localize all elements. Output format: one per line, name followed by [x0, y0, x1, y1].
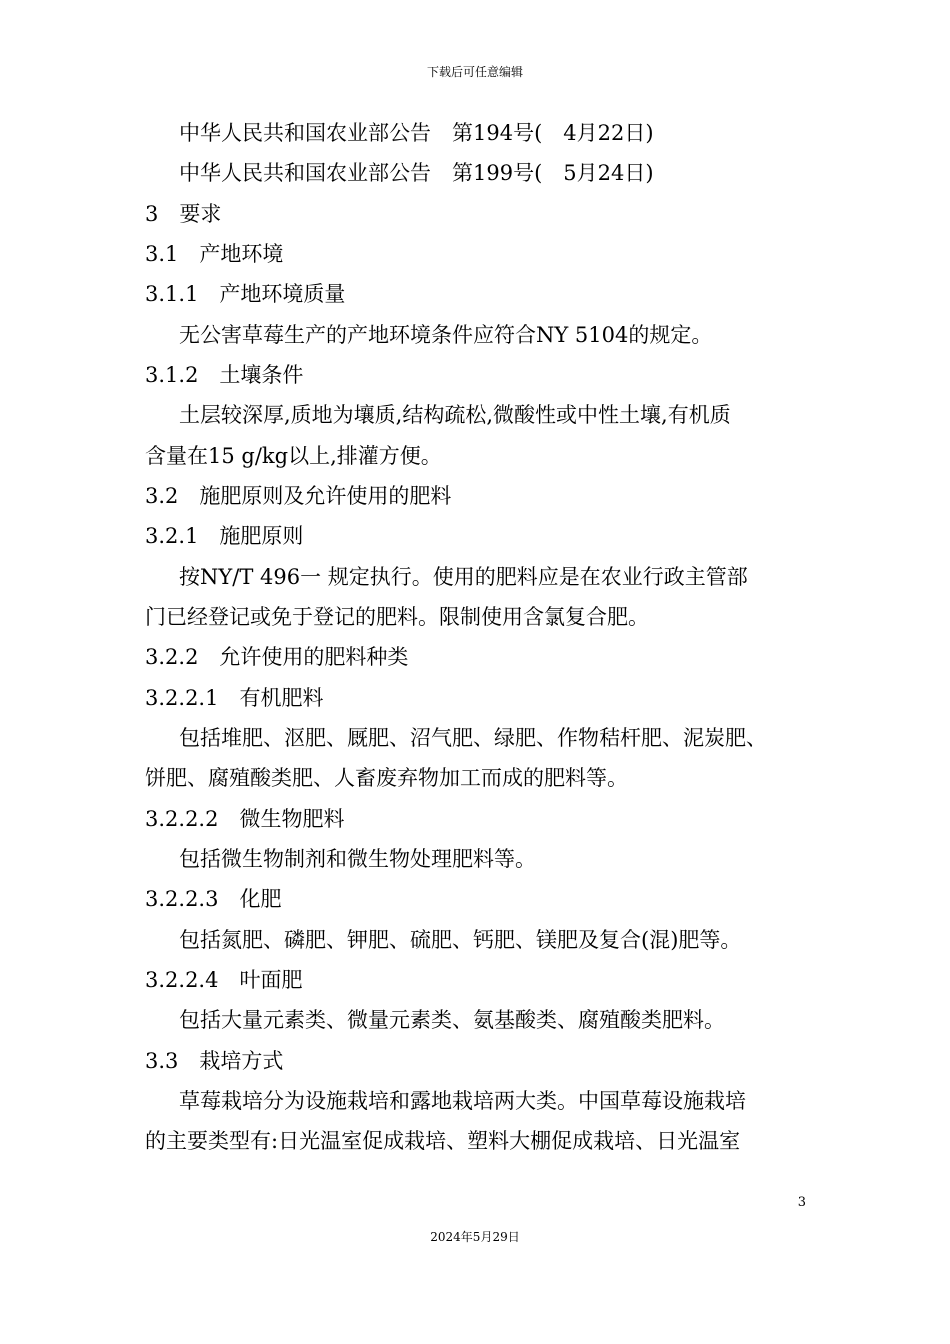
paragraph-line: 包括堆肥、沤肥、厩肥、沼气肥、绿肥、作物秸杆肥、泥炭肥、 — [179, 726, 767, 750]
paragraph-line: 门已经登记或免于登记的肥料。限制使用含氯复合肥。 — [145, 605, 649, 629]
page-header: 下载后可任意编辑 — [426, 65, 523, 79]
section-heading-3-3: 3.3 栽培方式 — [145, 1049, 284, 1073]
section-heading-3-1-1: 3.1.1 产地环境质量 — [145, 282, 346, 306]
paragraph-line: 土层较深厚,质地为壤质,结构疏松,微酸性或中性土壤,有机质 — [179, 403, 731, 427]
section-heading-3-1: 3.1 产地环境 — [145, 242, 284, 266]
paragraph-line: 包括大量元素类、微量元素类、氨基酸类、腐殖酸类肥料。 — [179, 1008, 725, 1032]
paragraph-line: 按NY/T 496一 规定执行。使用的肥料应是在农业行政主管部 — [179, 565, 748, 589]
section-heading-3-2-2-1: 3.2.2.1 有机肥料 — [145, 686, 324, 710]
paragraph-line: 无公害草莓生产的产地环境条件应符合NY 5104的规定。 — [179, 323, 713, 347]
paragraph-line: 草莓栽培分为设施栽培和露地栽培两大类。中国草莓设施栽培 — [179, 1089, 746, 1113]
page-footer-date: 2024年5月29日 — [430, 1230, 520, 1244]
text-line-announcement-194: 中华人民共和国农业部公告 第194号( 4月22日) — [179, 121, 654, 145]
paragraph-line: 饼肥、腐殖酸类肥、人畜废弃物加工而成的肥料等。 — [145, 766, 628, 790]
section-heading-3-2-2: 3.2.2 允许使用的肥料种类 — [145, 645, 409, 669]
section-heading-3-2-2-4: 3.2.2.4 叶面肥 — [145, 968, 303, 992]
paragraph-line: 包括微生物制剂和微生物处理肥料等。 — [179, 847, 536, 871]
section-heading-3: 3 要求 — [145, 202, 222, 226]
section-heading-3-2: 3.2 施肥原则及允许使用的肥料 — [145, 484, 452, 508]
section-heading-3-2-2-3: 3.2.2.3 化肥 — [145, 887, 282, 911]
page-number: 3 — [797, 1195, 806, 1210]
text-line-announcement-199: 中华人民共和国农业部公告 第199号( 5月24日) — [179, 161, 654, 185]
section-heading-3-2-2-2: 3.2.2.2 微生物肥料 — [145, 807, 345, 831]
paragraph-line: 的主要类型有:日光温室促成栽培、塑料大棚促成栽培、日光温室 — [145, 1129, 741, 1153]
section-heading-3-1-2: 3.1.2 土壤条件 — [145, 363, 304, 387]
paragraph-line: 包括氮肥、磷肥、钾肥、硫肥、钙肥、镁肥及复合(混)肥等。 — [179, 928, 742, 952]
paragraph-line: 含量在15 g/kg以上,排灌方便。 — [145, 444, 442, 468]
section-heading-3-2-1: 3.2.1 施肥原则 — [145, 524, 304, 548]
